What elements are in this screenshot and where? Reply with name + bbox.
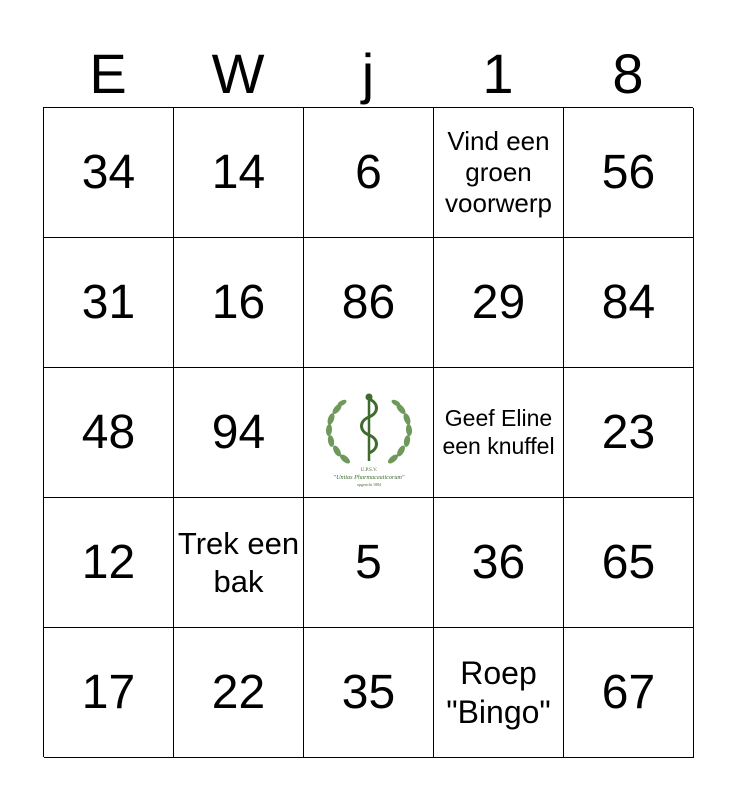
bingo-cell[interactable]	[434, 628, 564, 758]
bingo-cell-label: Vind een groen voorwerp	[445, 125, 552, 219]
bingo-cell[interactable]	[44, 368, 174, 498]
bingo-cell[interactable]	[564, 368, 694, 498]
bingo-cell-label: 94	[211, 405, 266, 459]
bingo-cell[interactable]	[44, 108, 174, 238]
header-letter-3: j	[361, 42, 375, 105]
header-letter-4: 1	[482, 42, 514, 105]
header-letter-2: W	[211, 42, 265, 105]
bingo-cell-label: 48	[81, 405, 136, 459]
bingo-cell-label: 16	[211, 275, 266, 329]
bingo-cell[interactable]	[434, 368, 564, 498]
bingo-cell-label: 5	[355, 535, 382, 589]
bingo-cell-label: 22	[211, 665, 266, 719]
bingo-cell-label: 65	[601, 535, 656, 589]
bingo-cell[interactable]	[304, 498, 434, 628]
bingo-cell[interactable]	[434, 238, 564, 368]
bingo-cell[interactable]	[304, 628, 434, 758]
bingo-cell[interactable]	[44, 498, 174, 628]
bingo-cell[interactable]	[174, 368, 304, 498]
bingo-cell-label: 12	[81, 535, 136, 589]
bingo-cell-label: 84	[601, 275, 656, 329]
bingo-cell[interactable]	[174, 628, 304, 758]
bingo-board	[43, 107, 693, 757]
bingo-cell[interactable]	[44, 238, 174, 368]
bingo-cell-label: 17	[81, 665, 136, 719]
bingo-cell-label: 23	[601, 405, 656, 459]
header-letter-1: E	[89, 42, 127, 105]
bingo-cell[interactable]	[174, 498, 304, 628]
svg-text:"Unitas Pharmaceuticorum": "Unitas Pharmaceuticorum"	[332, 473, 405, 481]
bingo-cell-label: 56	[601, 145, 656, 199]
bingo-cell-label: 31	[81, 275, 136, 329]
bingo-cell[interactable]	[434, 498, 564, 628]
bingo-cell[interactable]	[174, 238, 304, 368]
header-letter-5: 8	[612, 42, 644, 105]
bingo-cell-label: Trek een bak	[177, 526, 300, 599]
bingo-cell[interactable]	[174, 108, 304, 238]
bingo-cell[interactable]	[564, 108, 694, 238]
bingo-cell-label: Roep "Bingo"	[446, 655, 551, 730]
bingo-cell-label: 34	[81, 145, 136, 199]
bingo-cell[interactable]	[304, 238, 434, 368]
bingo-cell-label: 6	[355, 145, 382, 199]
unitas-logo-icon	[309, 373, 429, 493]
bingo-header	[43, 40, 693, 108]
bingo-cell-label: 67	[601, 665, 656, 719]
bingo-cell-label: 14	[211, 145, 266, 199]
bingo-cell[interactable]	[44, 628, 174, 758]
bingo-cell[interactable]	[564, 628, 694, 758]
bingo-cell[interactable]	[564, 498, 694, 628]
bingo-cell[interactable]	[564, 238, 694, 368]
bingo-cell-label: 29	[471, 275, 526, 329]
bingo-cell-label: Geef Eline een knuffel	[442, 404, 555, 459]
bingo-cell-label: 36	[471, 535, 526, 589]
logo-text: U.P.S.V.	[360, 467, 377, 473]
bingo-cell-free-logo[interactable]	[304, 368, 434, 498]
bingo-cell-label: 86	[341, 275, 396, 329]
svg-text:opgericht 1884: opgericht 1884	[356, 481, 381, 487]
bingo-cell[interactable]	[304, 108, 434, 238]
bingo-cell[interactable]	[434, 108, 564, 238]
bingo-cell-label: 35	[341, 665, 396, 719]
